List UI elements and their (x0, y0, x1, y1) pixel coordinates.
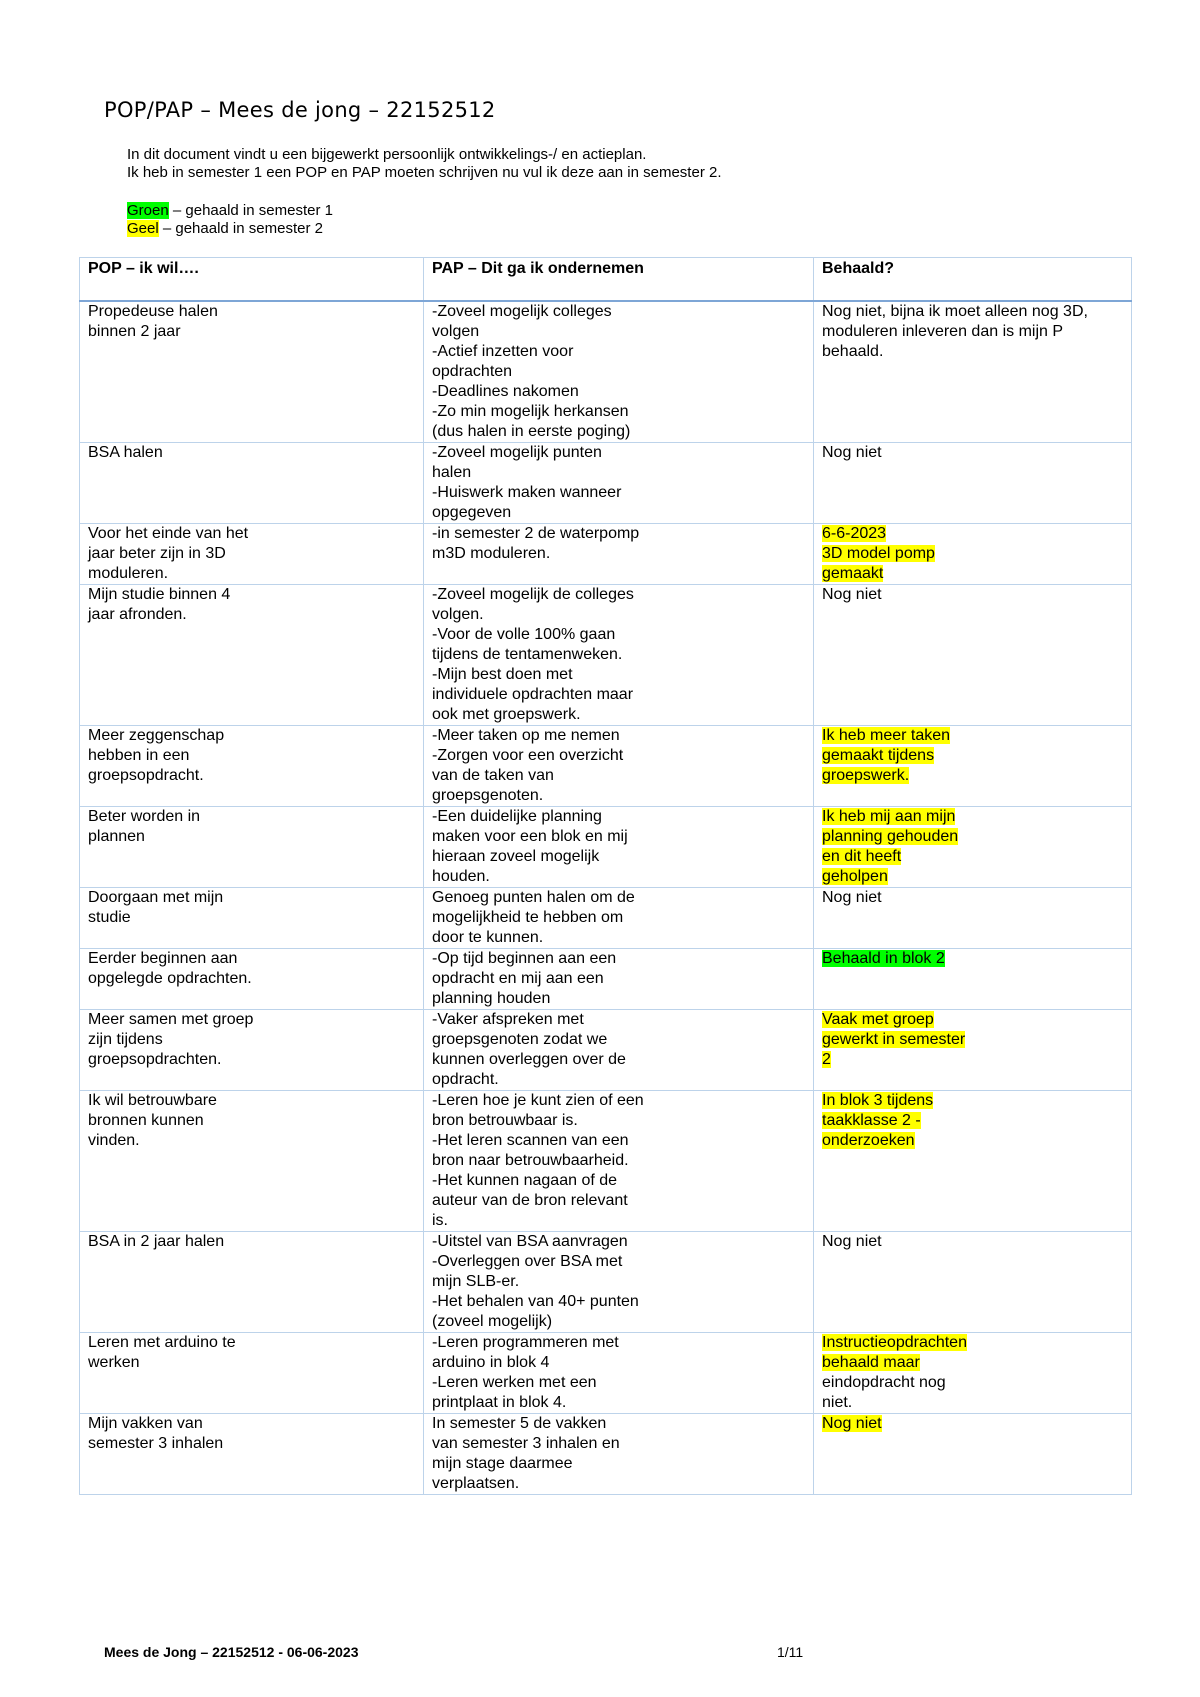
pap-cell-line: -Uitstel van BSA aanvragen (432, 1233, 628, 1250)
table-row (80, 888, 1132, 949)
behaald-cell-line: Ik heb meer taken (822, 727, 951, 744)
pap-cell-line: -Zoveel mogelijk colleges (432, 303, 612, 320)
pap-cell (424, 1232, 814, 1333)
pop-cell-line: Meer samen met groep (88, 1011, 254, 1028)
pap-cell-line: -Overleggen over BSA met (432, 1253, 623, 1270)
table-row (80, 1333, 1132, 1414)
pap-cell-line: (zoveel mogelijk) (432, 1313, 553, 1330)
pap-cell-line: individuele opdrachten maar (432, 686, 634, 703)
document-title: POP/PAP – Mees de jong – 22152512 (104, 98, 496, 122)
pap-cell-line: mogelijkheid te hebben om (432, 909, 624, 926)
pap-cell (424, 888, 814, 949)
pap-cell-line: verplaatsen. (432, 1475, 520, 1492)
behaald-cell-line: Instructieopdrachten (822, 1334, 967, 1351)
pop-cell-line: groepsopdrachten. (88, 1051, 222, 1068)
table-row (80, 1091, 1132, 1232)
pop-cell-line: Mijn vakken van (88, 1415, 203, 1432)
behaald-cell-line: Vaak met groep (822, 1011, 934, 1028)
behaald-cell-line: groepswerk. (822, 767, 910, 784)
behaald-cell-line: Nog niet (822, 444, 882, 461)
table-row (80, 1010, 1132, 1091)
behaald-cell-line: Ik heb mij aan mijn (822, 808, 956, 825)
behaald-cell-line: en dit heeft (822, 848, 902, 865)
pop-cell-line: bronnen kunnen (88, 1112, 204, 1129)
pap-cell-line: -Voor de volle 100% gaan (432, 626, 616, 643)
behaald-cell (814, 585, 1132, 726)
behaald-cell (814, 888, 1132, 949)
pop-cell-line: Ik wil betrouwbare (88, 1092, 217, 1109)
pap-cell-line: houden. (432, 868, 490, 885)
header-pap: PAP – Dit ga ik ondernemen (424, 258, 814, 302)
pap-cell-line: kunnen overleggen over de (432, 1051, 626, 1068)
header-behaald: Behaald? (814, 258, 1132, 302)
behaald-cell-line: gewerkt in semester (822, 1031, 966, 1048)
behaald-cell (814, 1232, 1132, 1333)
pap-cell-line: -Zorgen voor een overzicht (432, 747, 624, 764)
behaald-cell-line: 2 (822, 1051, 831, 1068)
pop-cell-line: Mijn studie binnen 4 (88, 586, 231, 603)
behaald-cell-line: 3D model pomp (822, 545, 935, 562)
behaald-cell-line: behaald maar (822, 1354, 920, 1371)
pap-cell-line: groepsgenoten. (432, 787, 544, 804)
pap-cell-line: -Actief inzetten voor (432, 343, 574, 360)
pap-cell-line: mijn stage daarmee (432, 1455, 573, 1472)
legend-green-text: – gehaald in semester 1 (168, 202, 333, 219)
pap-cell-line: maken voor een blok en mij (432, 828, 628, 845)
pap-cell-line: Genoeg punten halen om de (432, 889, 635, 906)
behaald-cell (814, 301, 1132, 443)
pap-cell-line: opdracht en mij aan een (432, 970, 604, 987)
pop-cell-line: plannen (88, 828, 145, 845)
pap-cell-line: -Leren programmeren met (432, 1334, 619, 1351)
footer-author: Mees de Jong – 22152512 - 06-06-2023 (104, 1644, 359, 1660)
pop-cell (80, 585, 424, 726)
pap-cell (424, 1414, 814, 1495)
pop-cell-line: jaar beter zijn in 3D (88, 545, 226, 562)
pop-cell (80, 807, 424, 888)
pop-cell-line: binnen 2 jaar (88, 323, 181, 340)
pap-cell-line: bron naar betrouwbaarheid. (432, 1152, 629, 1169)
pop-cell-line: jaar afronden. (88, 606, 187, 623)
pap-cell-line: groepsgenoten zodat we (432, 1031, 608, 1048)
pap-cell-line: tijdens de tentamenweken. (432, 646, 623, 663)
behaald-cell (814, 1010, 1132, 1091)
pap-cell-line: -Leren werken met een (432, 1374, 597, 1391)
behaald-cell (814, 807, 1132, 888)
pop-cell (80, 524, 424, 585)
pap-cell-line: ook met groepswerk. (432, 706, 581, 723)
behaald-cell (814, 1333, 1132, 1414)
pap-cell-line: -Vaker afspreken met (432, 1011, 584, 1028)
pop-cell-line: Leren met arduino te (88, 1334, 236, 1351)
pap-cell (424, 949, 814, 1010)
pap-cell-line: mijn SLB-er. (432, 1273, 520, 1290)
intro-line-2: Ik heb in semester 1 een POP en PAP moeten schrijven nu vul ik deze aan in semester 2. (127, 164, 722, 181)
behaald-cell-line: onderzoeken (822, 1132, 915, 1149)
behaald-cell-line: taakklasse 2 - (822, 1112, 921, 1129)
table-row (80, 524, 1132, 585)
pap-cell-line: hieraan zoveel mogelijk (432, 848, 600, 865)
pap-cell (424, 585, 814, 726)
pap-cell-line: -Meer taken op me nemen (432, 727, 620, 744)
behaald-cell-line: planning gehouden (822, 828, 959, 845)
pop-cell (80, 301, 424, 443)
table-row (80, 585, 1132, 726)
behaald-cell-line: Nog niet (822, 1233, 882, 1250)
table-body (80, 301, 1132, 1495)
behaald-cell (814, 1091, 1132, 1232)
pop-cell (80, 949, 424, 1010)
behaald-cell (814, 949, 1132, 1010)
pap-cell-line: -Zoveel mogelijk punten (432, 444, 602, 461)
behaald-cell (814, 443, 1132, 524)
pop-pap-table (79, 257, 1132, 1495)
pop-cell (80, 888, 424, 949)
behaald-cell-line: geholpen (822, 868, 888, 885)
intro-text (127, 146, 722, 182)
pap-cell (424, 1091, 814, 1232)
pop-cell-line: Meer zeggenschap (88, 727, 225, 744)
table-row (80, 949, 1132, 1010)
pap-cell-line: is. (432, 1212, 448, 1229)
pop-cell-line: hebben in een (88, 747, 190, 764)
pap-cell (424, 807, 814, 888)
behaald-cell-line: Nog niet (822, 889, 882, 906)
legend-yellow (127, 220, 333, 238)
pop-cell (80, 1333, 424, 1414)
pop-cell (80, 443, 424, 524)
table-row (80, 807, 1132, 888)
behaald-cell-line: gemaakt (822, 565, 884, 582)
pap-cell-line: -Op tijd beginnen aan een (432, 950, 617, 967)
intro-line-1: In dit document vindt u een bijgewerkt persoonlijk ontwikkelings-/ en actieplan. (127, 146, 647, 163)
pap-cell-line: opdrachten (432, 363, 513, 380)
pop-cell-line: BSA in 2 jaar halen (88, 1233, 225, 1250)
header-pop: POP – ik wil…. (80, 258, 424, 302)
pop-cell-line: Voor het einde van het (88, 525, 249, 542)
pap-cell-line: volgen (432, 323, 480, 340)
behaald-cell (814, 1414, 1132, 1495)
pop-cell-line: moduleren. (88, 565, 169, 582)
pop-cell (80, 1010, 424, 1091)
pap-cell-line: opdracht. (432, 1071, 499, 1088)
pop-cell-line: vinden. (88, 1132, 140, 1149)
behaald-cell-line: moduleren inleveren dan is mijn P (822, 323, 1064, 340)
pap-cell-line: -Het leren scannen van een (432, 1132, 629, 1149)
pap-cell (424, 726, 814, 807)
pap-cell-line: door te kunnen. (432, 929, 544, 946)
behaald-cell-line: behaald. (822, 343, 884, 360)
legend-green-word: Groen (127, 202, 169, 219)
pap-cell-line: auteur van de bron relevant (432, 1192, 628, 1209)
pop-cell-line: Beter worden in (88, 808, 201, 825)
pop-cell-line: Propedeuse halen (88, 303, 218, 320)
pop-cell-line: Eerder beginnen aan (88, 950, 238, 967)
pap-cell-line: van semester 3 inhalen en (432, 1435, 620, 1452)
pap-cell-line: planning houden (432, 990, 551, 1007)
pop-cell-line: BSA halen (88, 444, 163, 461)
pop-cell (80, 1232, 424, 1333)
pop-cell (80, 1091, 424, 1232)
pap-cell-line: -Zo min mogelijk herkansen (432, 403, 629, 420)
pap-cell (424, 524, 814, 585)
pop-cell-line: groepsopdracht. (88, 767, 204, 784)
pap-cell-line: -Het behalen van 40+ punten (432, 1293, 639, 1310)
pop-cell (80, 726, 424, 807)
pap-cell-line: -Leren hoe je kunt zien of een (432, 1092, 644, 1109)
table-header-row (80, 258, 1132, 302)
pap-cell-line: -Zoveel mogelijk de colleges (432, 586, 634, 603)
pop-cell-line: studie (88, 909, 131, 926)
behaald-cell-line: In blok 3 tijdens (822, 1092, 934, 1109)
pap-cell-line: volgen. (432, 606, 484, 623)
pap-cell-line: -Mijn best doen met (432, 666, 573, 683)
pap-cell (424, 1010, 814, 1091)
pap-cell-line: (dus halen in eerste poging) (432, 423, 631, 440)
legend (127, 202, 333, 238)
pap-cell-line: -Een duidelijke planning (432, 808, 602, 825)
pap-cell-line: printplaat in blok 4. (432, 1394, 567, 1411)
pap-cell-line: -Deadlines nakomen (432, 383, 579, 400)
behaald-cell-line: niet. (822, 1394, 853, 1411)
pap-cell-line: bron betrouwbaar is. (432, 1112, 578, 1129)
pop-cell-line: Doorgaan met mijn (88, 889, 224, 906)
pap-cell (424, 301, 814, 443)
behaald-cell-line: gemaakt tijdens (822, 747, 935, 764)
legend-green (127, 202, 333, 220)
pap-cell-line: -Het kunnen nagaan of de (432, 1172, 618, 1189)
pap-cell-line: In semester 5 de vakken (432, 1415, 607, 1432)
table-row (80, 1414, 1132, 1495)
pop-cell-line: werken (88, 1354, 140, 1371)
behaald-cell (814, 726, 1132, 807)
pap-cell-line: -in semester 2 de waterpomp (432, 525, 640, 542)
table-row (80, 726, 1132, 807)
pop-cell-line: opgelegde opdrachten. (88, 970, 252, 987)
legend-yellow-text: – gehaald in semester 2 (158, 220, 323, 237)
pop-cell (80, 1414, 424, 1495)
pap-cell-line: halen (432, 464, 472, 481)
behaald-cell-line: Nog niet, bijna ik moet alleen nog 3D, (822, 303, 1088, 320)
behaald-cell-line: Nog niet (822, 1415, 882, 1432)
table-row (80, 443, 1132, 524)
behaald-cell-line: eindopdracht nog (822, 1374, 946, 1391)
table-row (80, 1232, 1132, 1333)
pop-cell-line: zijn tijdens (88, 1031, 163, 1048)
page-number: 1/11 (777, 1644, 804, 1660)
behaald-cell (814, 524, 1132, 585)
pap-cell-line: arduino in blok 4 (432, 1354, 550, 1371)
legend-yellow-word: Geel (127, 220, 159, 237)
pap-cell (424, 1333, 814, 1414)
pap-cell-line: van de taken van (432, 767, 554, 784)
pap-cell-line: -Huiswerk maken wanneer (432, 484, 622, 501)
pap-cell-line: opgegeven (432, 504, 512, 521)
behaald-cell-line: 6-6-2023 (822, 525, 887, 542)
behaald-cell-line: Behaald in blok 2 (822, 950, 945, 967)
pop-cell-line: semester 3 inhalen (88, 1435, 224, 1452)
pap-cell (424, 443, 814, 524)
table-row (80, 301, 1132, 443)
pap-cell-line: m3D moduleren. (432, 545, 551, 562)
behaald-cell-line: Nog niet (822, 586, 882, 603)
